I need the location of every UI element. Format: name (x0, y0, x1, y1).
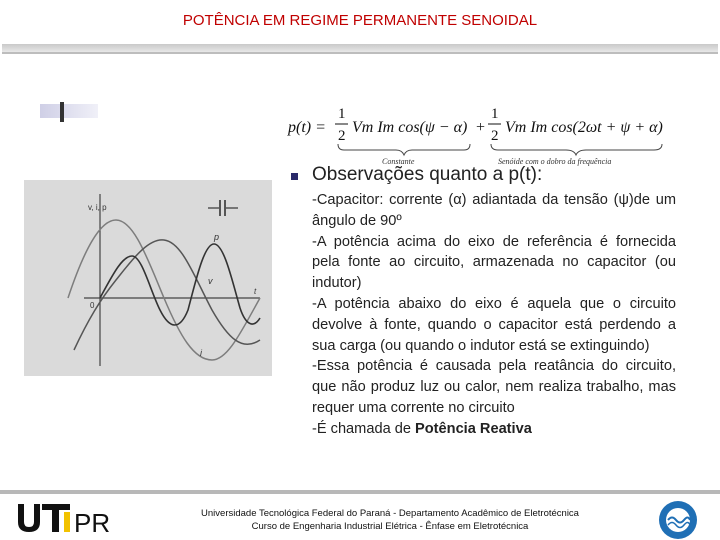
power-label: p (214, 232, 220, 242)
observation-line-last (312, 419, 676, 440)
frac2-num: 1 (491, 106, 499, 122)
bullet-icon (291, 173, 298, 180)
voltage-curve (68, 220, 260, 360)
y-axis-label: v, i, p (88, 203, 107, 212)
voltage-label: v (208, 276, 213, 286)
seal-inner (666, 508, 690, 532)
formula-plus: + (476, 119, 486, 136)
page-title: POTÊNCIA EM REGIME PERMANENTE SENOIDAL (182, 12, 538, 29)
brace-constant-label: Constante (382, 157, 415, 166)
formula-term2: Vm Im cos(2ωt + ψ + α) (505, 119, 663, 136)
observation-line: -Capacitor: corrente (α) adiantada da tensão (ψ)de um ângulo de 90º (312, 192, 676, 229)
capacitor-icon (208, 200, 238, 216)
footer-text (150, 507, 630, 533)
origin-label: 0 (90, 301, 95, 310)
observations-heading: Observações quanto a p(t): (312, 164, 543, 185)
footer-divider (0, 490, 720, 494)
brace-double-frequency (491, 144, 662, 155)
logo-t-stem (52, 504, 59, 532)
brace-constant (338, 144, 470, 155)
t-axis-label: t (254, 287, 257, 296)
formula-lhs: p(t) = (288, 119, 326, 136)
observation-line: -Essa potência é causada pela reatância do circuito, que não produz luz ou calor, nem realiza trabalho, mas requer uma corrente no circuito (312, 358, 676, 416)
mark-tick (60, 102, 64, 122)
waveform-svg (24, 180, 272, 376)
logo-pr-text: PR (74, 508, 111, 536)
observation-line: -A potência abaixo do eixo é aquela que o circuito devolve à fonte, quando o capacitor está perdendo a sua carga (ou quando o indutor está se extinguindo) (312, 295, 676, 354)
frac1-den: 2 (338, 128, 346, 144)
logo-u-shape (18, 504, 40, 532)
logo-accent-bar (64, 512, 70, 532)
current-label: i (200, 348, 202, 358)
header-divider (2, 44, 718, 52)
formula-term1: Vm Im cos(ψ − α) (352, 119, 468, 136)
header-divider-shadow (2, 52, 718, 54)
frac2-den: 2 (491, 128, 499, 144)
waveform-graph (24, 180, 272, 376)
power-curve (100, 244, 260, 325)
observations-body (312, 190, 676, 440)
utfpr-logo (14, 500, 126, 536)
brace-double-frequency-label: Senóide com o dobro da frequência (498, 157, 612, 166)
observation-line: -A potência acima do eixo de referência é fornecida pela fonte ao circuito, armazenada no capacitor (ou indutor) (312, 233, 676, 292)
power-formula (286, 100, 686, 170)
footer-line-1: Universidade Tecnológica Federal do Paraná - Departamento Acadêmico de Eletrotécnica (201, 508, 579, 519)
observation-last-prefix: -É chamada de (312, 420, 416, 437)
department-seal (656, 498, 700, 540)
frac1-num: 1 (338, 106, 346, 122)
footer-line-2: Curso de Engenharia Industrial Elétrica - Ênfase em Eletrotécnica (251, 521, 529, 532)
decorative-mark (40, 104, 98, 118)
reactive-power-term: Potência Reativa (415, 420, 532, 437)
